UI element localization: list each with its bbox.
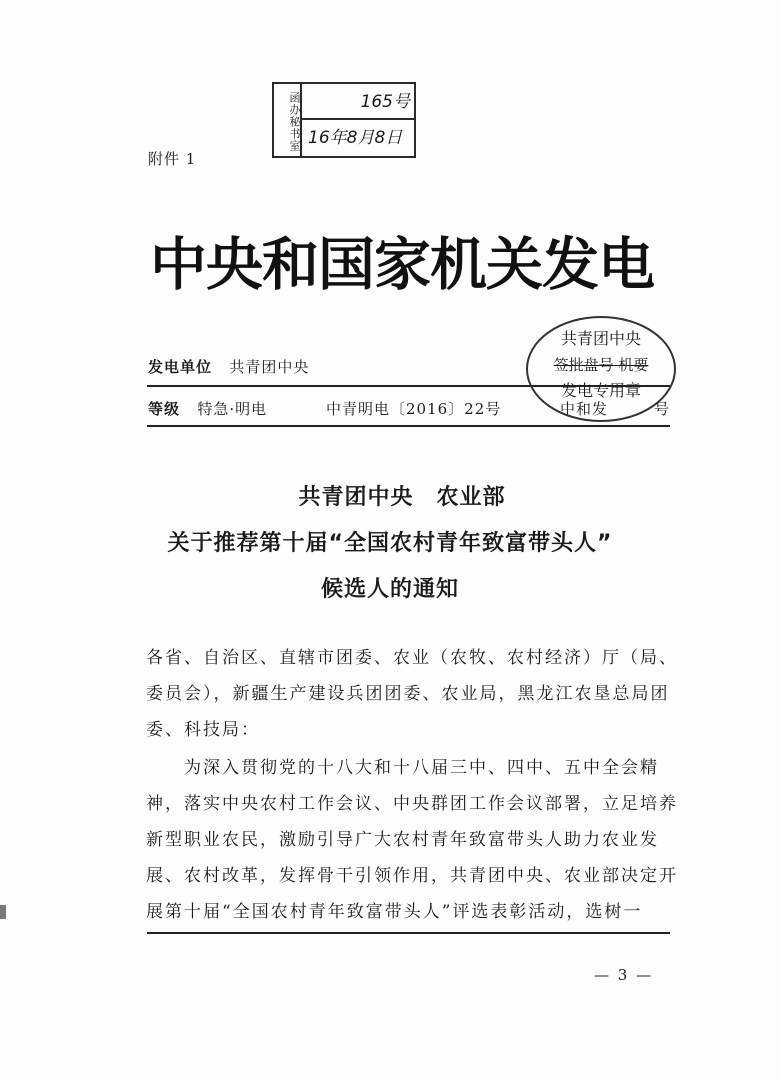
body-line: 为深入贯彻党的十八大和十八届三中、四中、五中全会精 <box>146 758 659 778</box>
body-line: 委、科技局： <box>146 720 260 740</box>
notice-title-line-2: 关于推荐第十届“全国农村青年致富带头人” <box>167 531 613 556</box>
receipt-stamp-date: 16年8月8日 <box>308 128 403 148</box>
divider-line <box>147 932 670 934</box>
document-number: 中青明电〔2016〕22号 <box>326 400 502 418</box>
receipt-stamp-label: 函办秘书室 <box>274 84 302 156</box>
seal-line-3: 发电专用章 <box>560 381 641 400</box>
body-line: 展第十届“全国农村青年致富带头人”评选表彰活动，选树一 <box>146 902 643 922</box>
grade-value: 特急·明电 <box>197 400 268 418</box>
attachment-label: 附件 1 <box>148 150 197 168</box>
notice-title-line-3: 候选人的通知 <box>320 577 459 602</box>
body-line: 各省、自治区、直辖市团委、农业（农牧、农村经济）厅（局、 <box>146 648 678 668</box>
sign-number-value: 中和发 <box>560 400 609 418</box>
seal-line-2: 签批盘号 机要 <box>553 356 649 374</box>
addressee-block <box>146 640 678 748</box>
sender-line <box>148 356 309 377</box>
document-header: 中央和国家机关发电 <box>150 232 654 298</box>
official-seal <box>526 316 676 422</box>
sign-number-suffix: 号 <box>653 400 670 418</box>
notice-title-line-1: 共青团中央 农业部 <box>298 485 506 510</box>
grade-label: 等级 <box>148 400 181 418</box>
seal-line-1: 共青团中央 <box>560 329 641 348</box>
body-line: 新型职业农民，激励引导广大农村青年致富带头人助力农业发 <box>146 830 659 850</box>
divider-line <box>147 425 670 427</box>
body-line: 展、农村改革，发挥骨干引领作用，共青团中央、农业部决定开 <box>146 866 678 886</box>
body-paragraph <box>146 750 678 930</box>
page-number: — 3 — <box>594 966 654 984</box>
receipt-stamp <box>272 82 416 158</box>
scan-artifact <box>0 905 6 919</box>
body-line: 委员会），新疆生产建设兵团团委、农业局，黑龙江农垦总局团 <box>146 684 670 704</box>
sender-label: 发电单位 <box>148 358 213 376</box>
body-line: 神，落实中央农村工作会议、中央群团工作会议部署，立足培养 <box>146 794 678 814</box>
sender-value: 共青团中央 <box>229 358 310 376</box>
receipt-stamp-number: 165号 <box>302 84 414 120</box>
